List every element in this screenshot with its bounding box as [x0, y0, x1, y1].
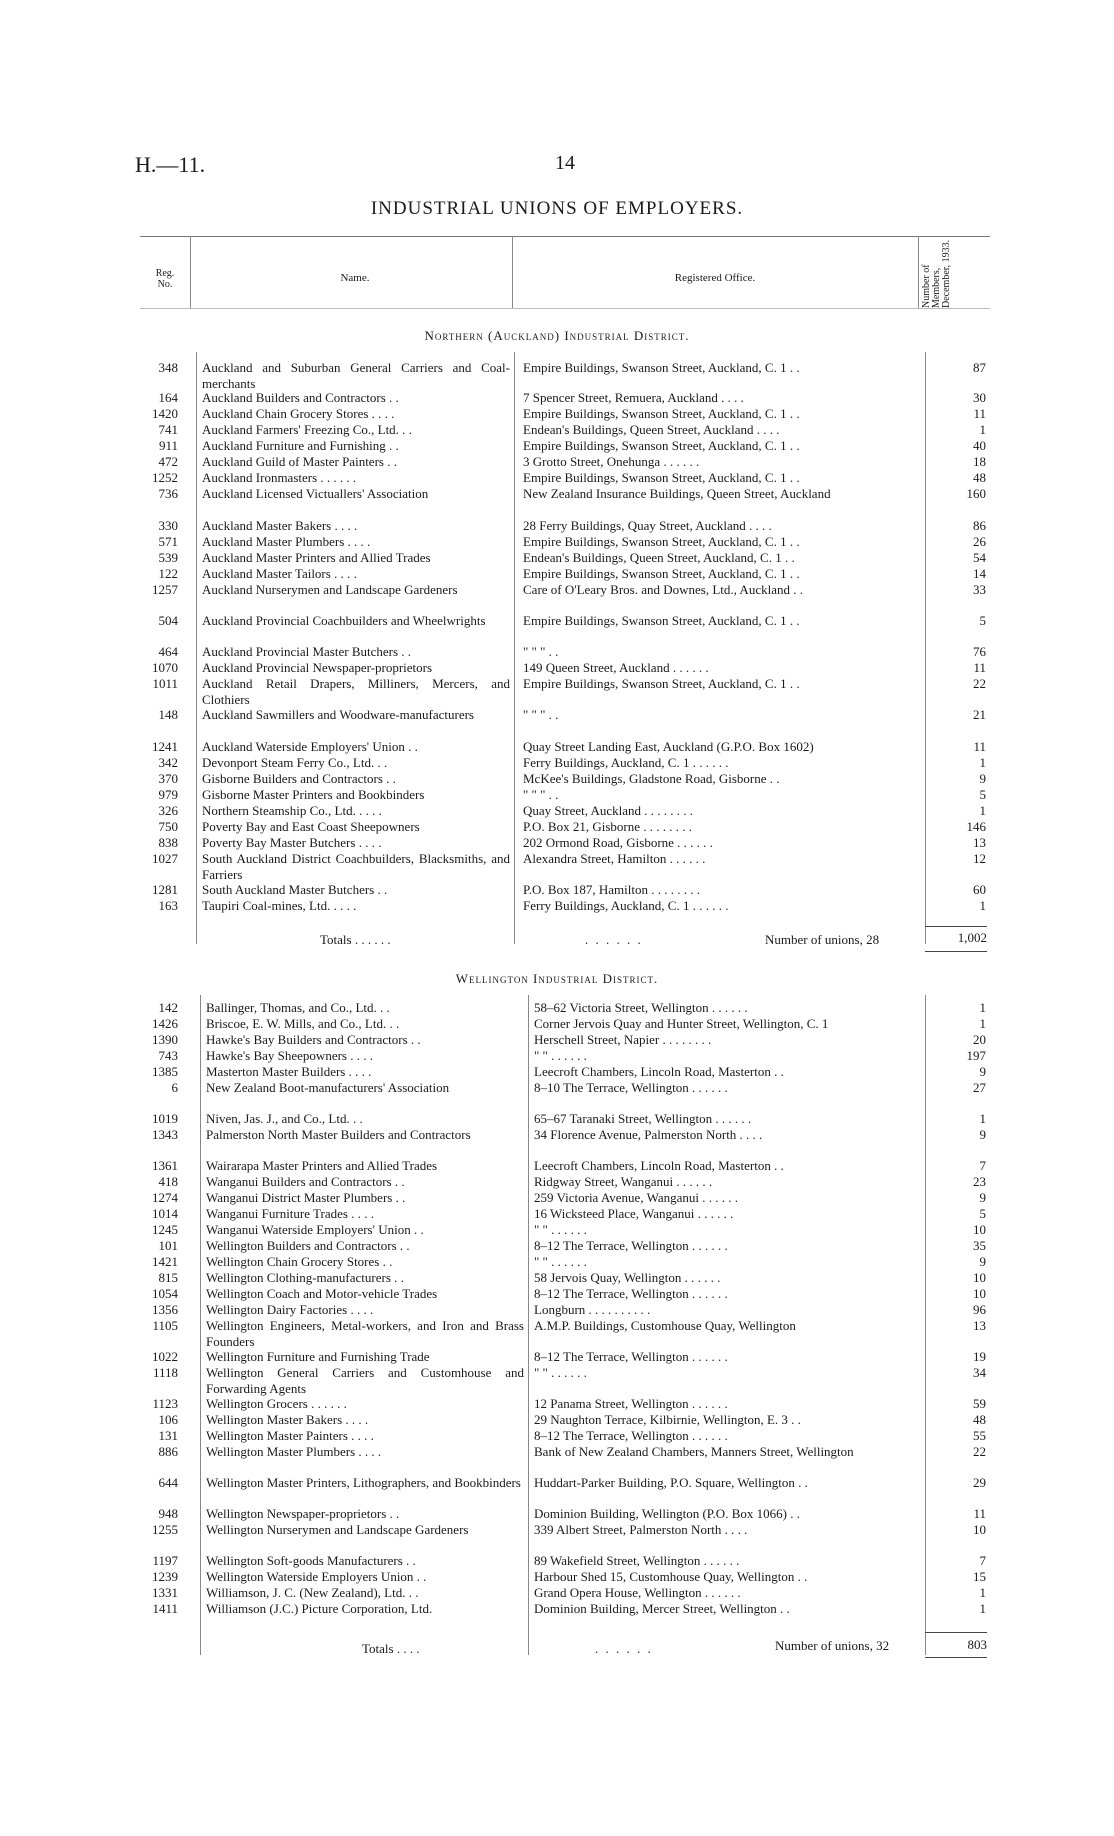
registered-office: Empire Buildings, Swanson Street, Auckland, C. 1 . . — [523, 613, 800, 628]
member-count: 54 — [973, 550, 986, 565]
registered-office: 8–10 The Terrace, Wellington . . . . . . — [534, 1080, 728, 1095]
union-name: Auckland Licensed Victuallers' Association — [202, 486, 429, 501]
reg-no: 101 — [158, 1238, 178, 1253]
union-name: Wellington Master Printers, Lithographers, and Bookbinders — [206, 1475, 521, 1490]
reg-no: 348 — [158, 360, 178, 375]
union-name: Briscoe, E. W. Mills, and Co., Ltd. . . — [206, 1016, 400, 1031]
reg-no: 886 — [158, 1444, 178, 1459]
registered-office: " " . . . . . . — [534, 1365, 587, 1380]
member-count: 76 — [973, 644, 986, 659]
union-name: Williamson (J.C.) Picture Corporation, Ltd. — [206, 1601, 433, 1616]
member-count: 21 — [973, 707, 986, 722]
northern-totals-label: Totals . . . . . . — [320, 932, 391, 947]
reg-no: 1257 — [152, 582, 178, 597]
registered-office: Empire Buildings, Swanson Street, Auckland, C. 1 . . — [523, 534, 800, 549]
reg-no: 1420 — [152, 406, 178, 421]
registered-office: 149 Queen Street, Auckland . . . . . . — [523, 660, 709, 675]
union-name: Auckland Guild of Master Painters . . — [202, 454, 397, 469]
union-name: Devonport Steam Ferry Co., Ltd. . . — [202, 755, 388, 770]
member-count: 1 — [979, 1000, 986, 1015]
union-name: Wellington Engineers, Metal-workers, and Iron and Brass Founders — [206, 1318, 524, 1349]
member-count: 1 — [979, 1601, 986, 1616]
union-name: Wellington Builders and Contractors . . — [206, 1238, 410, 1253]
union-name: Niven, Jas. J., and Co., Ltd. . . — [206, 1111, 363, 1126]
registered-office: Grand Opera House, Wellington . . . . . . — [534, 1585, 741, 1600]
member-count: 33 — [973, 582, 986, 597]
reg-no: 838 — [158, 835, 178, 850]
union-name: Poverty Bay and East Coast Sheepowners — [202, 819, 420, 834]
member-count: 1 — [979, 803, 986, 818]
reg-no: 1054 — [152, 1286, 178, 1301]
union-name: Auckland Farmers' Freezing Co., Ltd. . . — [202, 422, 412, 437]
union-name: Hawke's Bay Sheepowners . . . . — [206, 1048, 373, 1063]
member-count: 11 — [973, 406, 986, 421]
member-count: 60 — [973, 882, 986, 897]
union-name: Wellington Furniture and Furnishing Trade — [206, 1349, 430, 1364]
member-count: 13 — [973, 835, 986, 850]
member-count: 15 — [973, 1569, 986, 1584]
registered-office: 28 Ferry Buildings, Quay Street, Auckland . . . . — [523, 518, 772, 533]
registered-office: Herschell Street, Napier . . . . . . . . — [534, 1032, 712, 1047]
member-count: 1 — [979, 1016, 986, 1031]
reg-no: 1019 — [152, 1111, 178, 1126]
wellington-unions-count: Number of unions, 32 — [775, 1638, 890, 1653]
reg-no: 148 — [158, 707, 178, 722]
member-count: 59 — [973, 1396, 986, 1411]
member-count: 1 — [979, 422, 986, 437]
member-count: 1 — [979, 898, 986, 913]
registered-office: 8–12 The Terrace, Wellington . . . . . . — [534, 1349, 728, 1364]
reg-no: 743 — [158, 1048, 178, 1063]
registered-office: " " . . . . . . — [534, 1222, 587, 1237]
reg-no: 6 — [171, 1080, 178, 1095]
registered-office: Care of O'Leary Bros. and Downes, Ltd., Auckland . . — [523, 582, 803, 597]
union-name: Wairarapa Master Printers and Allied Trades — [206, 1158, 438, 1173]
registered-office: 8–12 The Terrace, Wellington . . . . . . — [534, 1428, 728, 1443]
union-name: Wellington Master Plumbers . . . . — [206, 1444, 382, 1459]
rule-office-wgtn — [528, 995, 529, 1655]
registered-office: Leecroft Chambers, Lincoln Road, Masterton . . — [534, 1158, 784, 1173]
member-count: 10 — [973, 1270, 986, 1285]
reg-no: 472 — [158, 454, 178, 469]
reg-no: 1245 — [152, 1222, 178, 1237]
registered-office: 89 Wakefield Street, Wellington . . . . . . — [534, 1553, 740, 1568]
member-count: 160 — [966, 486, 986, 501]
member-count: 1 — [979, 1111, 986, 1126]
union-name: Wellington Chain Grocery Stores . . — [206, 1254, 393, 1269]
reg-no: 815 — [158, 1270, 178, 1285]
reg-no: 571 — [158, 534, 178, 549]
reg-no: 370 — [158, 771, 178, 786]
union-name: Wellington Clothing-manufacturers . . — [206, 1270, 404, 1285]
union-name: Auckland Waterside Employers' Union . . — [202, 739, 418, 754]
reg-no: 736 — [158, 486, 178, 501]
union-name: Auckland Nurserymen and Landscape Gardeners — [202, 582, 458, 597]
member-count: 11 — [973, 739, 986, 754]
union-name: Palmerston North Master Builders and Contractors — [206, 1127, 471, 1142]
union-name: Wellington Master Painters . . . . — [206, 1428, 374, 1443]
member-count: 27 — [973, 1080, 986, 1095]
reg-no: 644 — [158, 1475, 178, 1490]
member-count: 22 — [973, 676, 986, 691]
column-header-bottom-rule — [140, 308, 990, 309]
union-name: Auckland Chain Grocery Stores . . . . — [202, 406, 395, 421]
registered-office: Dominion Building, Wellington (P.O. Box 1066) . . — [534, 1506, 800, 1521]
page-title: INDUSTRIAL UNIONS OF EMPLOYERS. — [370, 198, 744, 219]
member-count: 26 — [973, 534, 986, 549]
reg-no: 106 — [158, 1412, 178, 1427]
wellington-totals-dots: . . . . . . — [595, 1641, 653, 1656]
union-name: Ballinger, Thomas, and Co., Ltd. . . — [206, 1000, 390, 1015]
column-header-name: Name. — [340, 272, 370, 284]
reg-no: 1022 — [152, 1349, 178, 1364]
union-name: Auckland Sawmillers and Woodware-manufacturers — [202, 707, 474, 722]
member-count: 14 — [973, 566, 986, 581]
registered-office: Quay Street, Auckland . . . . . . . . — [523, 803, 694, 818]
union-name: Wellington General Carriers and Customhouse and Forwarding Agents — [206, 1365, 524, 1396]
reg-no: 1411 — [152, 1601, 178, 1616]
union-name: Auckland Furniture and Furnishing . . — [202, 438, 399, 453]
reg-no: 163 — [158, 898, 178, 913]
wellington-totals-label: Totals . . . . — [362, 1641, 420, 1656]
union-name: Wanganui Waterside Employers' Union . . — [206, 1222, 424, 1237]
registered-office: 259 Victoria Avenue, Wanganui . . . . . . — [534, 1190, 738, 1205]
member-count: 7 — [979, 1158, 986, 1173]
registered-office: 339 Albert Street, Palmerston North . . . . — [534, 1522, 748, 1537]
page-ref: H.—11. — [135, 152, 206, 177]
registered-office: 34 Florence Avenue, Palmerston North . . . . — [534, 1127, 763, 1142]
union-name: Wellington Waterside Employers Union . . — [206, 1569, 427, 1584]
reg-no: 911 — [158, 438, 178, 453]
union-name: Gisborne Master Printers and Bookbinders — [202, 787, 425, 802]
member-count: 87 — [973, 360, 986, 375]
union-name: Wellington Nurserymen and Landscape Gardeners — [206, 1522, 469, 1537]
member-count: 5 — [979, 613, 986, 628]
member-count: 5 — [979, 1206, 986, 1221]
union-name: Auckland Master Tailors . . . . — [202, 566, 357, 581]
member-count: 30 — [973, 390, 986, 405]
reg-no: 1197 — [152, 1553, 178, 1568]
union-name: Masterton Master Builders . . . . — [206, 1064, 372, 1079]
member-count: 19 — [973, 1349, 986, 1364]
registered-office: 7 Spencer Street, Remuera, Auckland . . . . — [523, 390, 744, 405]
column-header-members: Number of Members, December, 1933. — [921, 239, 952, 308]
registered-office: 65–67 Taranaki Street, Wellington . . . . . . — [534, 1111, 752, 1126]
union-name: Wellington Grocers . . . . . . — [206, 1396, 347, 1411]
member-count: 40 — [973, 438, 986, 453]
member-count: 86 — [973, 518, 986, 533]
registered-office: Longburn . . . . . . . . . . — [534, 1302, 651, 1317]
member-count: 10 — [973, 1222, 986, 1237]
registered-office: Empire Buildings, Swanson Street, Auckland, C. 1 . . — [523, 406, 800, 421]
member-count: 9 — [979, 1127, 986, 1142]
reg-no: 1255 — [152, 1522, 178, 1537]
union-name: Wellington Master Bakers . . . . — [206, 1412, 369, 1427]
reg-no: 948 — [158, 1506, 178, 1521]
reg-no: 1070 — [152, 660, 178, 675]
registered-office: Ridgway Street, Wanganui . . . . . . — [534, 1174, 713, 1189]
reg-no: 330 — [158, 518, 178, 533]
rule-members — [918, 236, 919, 308]
reg-no: 741 — [158, 422, 178, 437]
registered-office: Corner Jervois Quay and Hunter Street, Wellington, C. 1 — [534, 1016, 829, 1031]
registered-office: P.O. Box 21, Gisborne . . . . . . . . — [523, 819, 693, 834]
registered-office: Empire Buildings, Swanson Street, Auckland, C. 1 . . — [523, 470, 800, 485]
union-name: Auckland Provincial Newspaper-proprietors — [202, 660, 433, 675]
union-name: Auckland Builders and Contractors . . — [202, 390, 399, 405]
rule-name — [190, 236, 191, 308]
registered-office: Empire Buildings, Swanson Street, Auckland, C. 1 . . — [523, 360, 800, 375]
reg-no: 1118 — [152, 1365, 178, 1380]
union-name: Wanganui District Master Plumbers . . — [206, 1190, 406, 1205]
registered-office: " " " . . — [523, 644, 559, 659]
reg-no: 1390 — [152, 1032, 178, 1047]
registered-office: New Zealand Insurance Buildings, Queen Street, Auckland — [523, 486, 831, 501]
rule-name-wgtn — [200, 995, 201, 1655]
registered-office: " " . . . . . . — [534, 1254, 587, 1269]
reg-no: 131 — [158, 1428, 178, 1443]
member-count: 18 — [973, 454, 986, 469]
union-name: Hawke's Bay Builders and Contractors . . — [206, 1032, 421, 1047]
union-name: Williamson, J. C. (New Zealand), Ltd. . . — [206, 1585, 419, 1600]
registered-office: A.M.P. Buildings, Customhouse Quay, Wellington — [534, 1318, 796, 1333]
reg-no: 1105 — [152, 1318, 178, 1333]
registered-office: Harbour Shed 15, Customhouse Quay, Wellington . . — [534, 1569, 808, 1584]
member-count: 22 — [973, 1444, 986, 1459]
union-name: New Zealand Boot-manufacturers' Association — [206, 1080, 450, 1095]
registered-office: 202 Ormond Road, Gisborne . . . . . . — [523, 835, 713, 850]
registered-office: 8–12 The Terrace, Wellington . . . . . . — [534, 1286, 728, 1301]
registered-office: 58–62 Victoria Street, Wellington . . . . . . — [534, 1000, 748, 1015]
union-name: Wellington Coach and Motor-vehicle Trades — [206, 1286, 438, 1301]
reg-no: 142 — [158, 1000, 178, 1015]
northern-totals-dots: . . . . . . — [585, 932, 643, 947]
member-count: 55 — [973, 1428, 986, 1443]
union-name: Auckland Master Printers and Allied Trades — [202, 550, 431, 565]
member-count: 7 — [979, 1553, 986, 1568]
union-name: Taupiri Coal-mines, Ltd. . . . . — [202, 898, 357, 913]
member-count: 10 — [973, 1522, 986, 1537]
union-name: South Auckland District Coachbuilders, Blacksmiths, and Farriers — [202, 851, 510, 882]
reg-no: 342 — [158, 755, 178, 770]
member-count: 29 — [973, 1475, 986, 1490]
reg-no: 464 — [158, 644, 178, 659]
reg-no: 1361 — [152, 1158, 178, 1173]
rule-name-north — [196, 352, 197, 944]
member-count: 10 — [973, 1286, 986, 1301]
union-name: Wanganui Builders and Contractors . . — [206, 1174, 405, 1189]
registered-office: 58 Jervois Quay, Wellington . . . . . . — [534, 1270, 721, 1285]
member-count: 5 — [979, 787, 986, 802]
registered-office: Empire Buildings, Swanson Street, Auckland, C. 1 . . — [523, 438, 800, 453]
registered-office: Empire Buildings, Swanson Street, Auckland, C. 1 . . — [523, 676, 800, 691]
union-name: Poverty Bay Master Butchers . . . . — [202, 835, 382, 850]
union-name: Auckland Master Plumbers . . . . — [202, 534, 371, 549]
member-count: 1 — [979, 1585, 986, 1600]
member-count: 12 — [973, 851, 986, 866]
reg-no: 1385 — [152, 1064, 178, 1079]
member-count: 9 — [979, 1190, 986, 1205]
member-count: 146 — [966, 819, 986, 834]
registered-office: P.O. Box 187, Hamilton . . . . . . . . — [523, 882, 700, 897]
reg-no: 1252 — [152, 470, 178, 485]
reg-no: 1421 — [152, 1254, 178, 1269]
rule-office-north — [514, 352, 515, 944]
reg-no: 1274 — [152, 1190, 178, 1205]
reg-no: 1343 — [152, 1127, 178, 1142]
reg-no: 1241 — [152, 739, 178, 754]
union-name: Auckland Master Bakers . . . . — [202, 518, 358, 533]
reg-no: 979 — [158, 787, 178, 802]
member-count: 48 — [973, 1412, 986, 1427]
registered-office: Quay Street Landing East, Auckland (G.P.O. Box 1602) — [523, 739, 814, 754]
reg-no: 1426 — [152, 1016, 178, 1031]
reg-no: 1331 — [152, 1585, 178, 1600]
reg-no: 1011 — [152, 676, 178, 691]
member-count: 13 — [973, 1318, 986, 1333]
registered-office: Dominion Building, Mercer Street, Wellington . . — [534, 1601, 790, 1616]
registered-office: 3 Grotto Street, Onehunga . . . . . . — [523, 454, 700, 469]
registered-office: Ferry Buildings, Auckland, C. 1 . . . . . . — [523, 755, 729, 770]
reg-no: 1014 — [152, 1206, 178, 1221]
reg-no: 164 — [158, 390, 178, 405]
member-count: 96 — [973, 1302, 986, 1317]
registered-office: Leecroft Chambers, Lincoln Road, Masterton . . — [534, 1064, 784, 1079]
northern-total-members: 1,002 — [957, 930, 987, 945]
union-name: South Auckland Master Butchers . . — [202, 882, 388, 897]
union-name: Auckland Retail Drapers, Milliners, Mercers, and Clothiers — [202, 676, 510, 707]
member-count: 9 — [979, 1254, 986, 1269]
reg-no: 122 — [158, 566, 178, 581]
column-header-office: Registered Office. — [674, 272, 756, 284]
union-name: Auckland and Suburban General Carriers and Coal-merchants — [202, 360, 510, 391]
member-count: 48 — [973, 470, 986, 485]
union-name: Auckland Provincial Coachbuilders and Wheelwrights — [202, 613, 486, 628]
reg-no: 1027 — [152, 851, 178, 866]
member-count: 23 — [973, 1174, 986, 1189]
registered-office: McKee's Buildings, Gladstone Road, Gisborne . . — [523, 771, 780, 786]
reg-no: 1239 — [152, 1569, 178, 1584]
registered-office: 8–12 The Terrace, Wellington . . . . . . — [534, 1238, 728, 1253]
member-count: 9 — [979, 771, 986, 786]
reg-no: 1123 — [152, 1396, 178, 1411]
registered-office: 16 Wicksteed Place, Wanganui . . . . . . — [534, 1206, 734, 1221]
union-name: Northern Steamship Co., Ltd. . . . . — [202, 803, 382, 818]
member-count: 11 — [973, 1506, 986, 1521]
reg-no: 418 — [158, 1174, 178, 1189]
reg-no: 539 — [158, 550, 178, 565]
union-name: Auckland Ironmasters . . . . . . — [202, 470, 357, 485]
page-number: 14 — [555, 152, 575, 174]
union-name: Wellington Dairy Factories . . . . — [206, 1302, 374, 1317]
reg-no: 1356 — [152, 1302, 178, 1317]
union-name: Wellington Soft-goods Manufacturers . . — [206, 1553, 416, 1568]
registered-office: " " . . . . . . — [534, 1048, 587, 1063]
column-header-reg: Reg. No. — [155, 268, 175, 290]
union-name: Gisborne Builders and Contractors . . — [202, 771, 396, 786]
registered-office: Ferry Buildings, Auckland, C. 1 . . . . . . — [523, 898, 729, 913]
member-count: 34 — [973, 1365, 986, 1380]
northern-unions-count: Number of unions, 28 — [765, 932, 880, 947]
registered-office: Endean's Buildings, Queen Street, Auckland . . . . — [523, 422, 780, 437]
member-count: 197 — [966, 1048, 986, 1063]
union-name: Wanganui Furniture Trades . . . . — [206, 1206, 374, 1221]
registered-office: " " " . . — [523, 707, 559, 722]
registered-office: Huddart-Parker Building, P.O. Square, Wellington . . — [534, 1475, 808, 1490]
union-name: Wellington Newspaper-proprietors . . — [206, 1506, 400, 1521]
member-count: 1 — [979, 755, 986, 770]
union-name: Auckland Provincial Master Butchers . . — [202, 644, 412, 659]
reg-no: 1281 — [152, 882, 178, 897]
member-count: 11 — [973, 660, 986, 675]
registered-office: Endean's Buildings, Queen Street, Auckland, C. 1 . . — [523, 550, 795, 565]
member-count: 35 — [973, 1238, 986, 1253]
member-count: 20 — [973, 1032, 986, 1047]
reg-no: 750 — [158, 819, 178, 834]
registered-office: 29 Naughton Terrace, Kilbirnie, Wellington, E. 3 . . — [534, 1412, 801, 1427]
wellington-total-members: 803 — [967, 1637, 987, 1652]
reg-no: 326 — [158, 803, 178, 818]
member-count: 9 — [979, 1064, 986, 1079]
registered-office: " " " . . — [523, 787, 559, 802]
section-title-northern: Northern (Auckland) Industrial District. — [424, 328, 690, 343]
section-title-wellington: Wellington Industrial District. — [455, 971, 659, 986]
rule-office — [512, 236, 513, 308]
registered-office: 12 Panama Street, Wellington . . . . . . — [534, 1396, 728, 1411]
registered-office: Empire Buildings, Swanson Street, Auckland, C. 1 . . — [523, 566, 800, 581]
registered-office: Bank of New Zealand Chambers, Manners Street, Wellington — [534, 1444, 854, 1459]
registered-office: Alexandra Street, Hamilton . . . . . . — [523, 851, 706, 866]
reg-no: 504 — [158, 613, 178, 628]
